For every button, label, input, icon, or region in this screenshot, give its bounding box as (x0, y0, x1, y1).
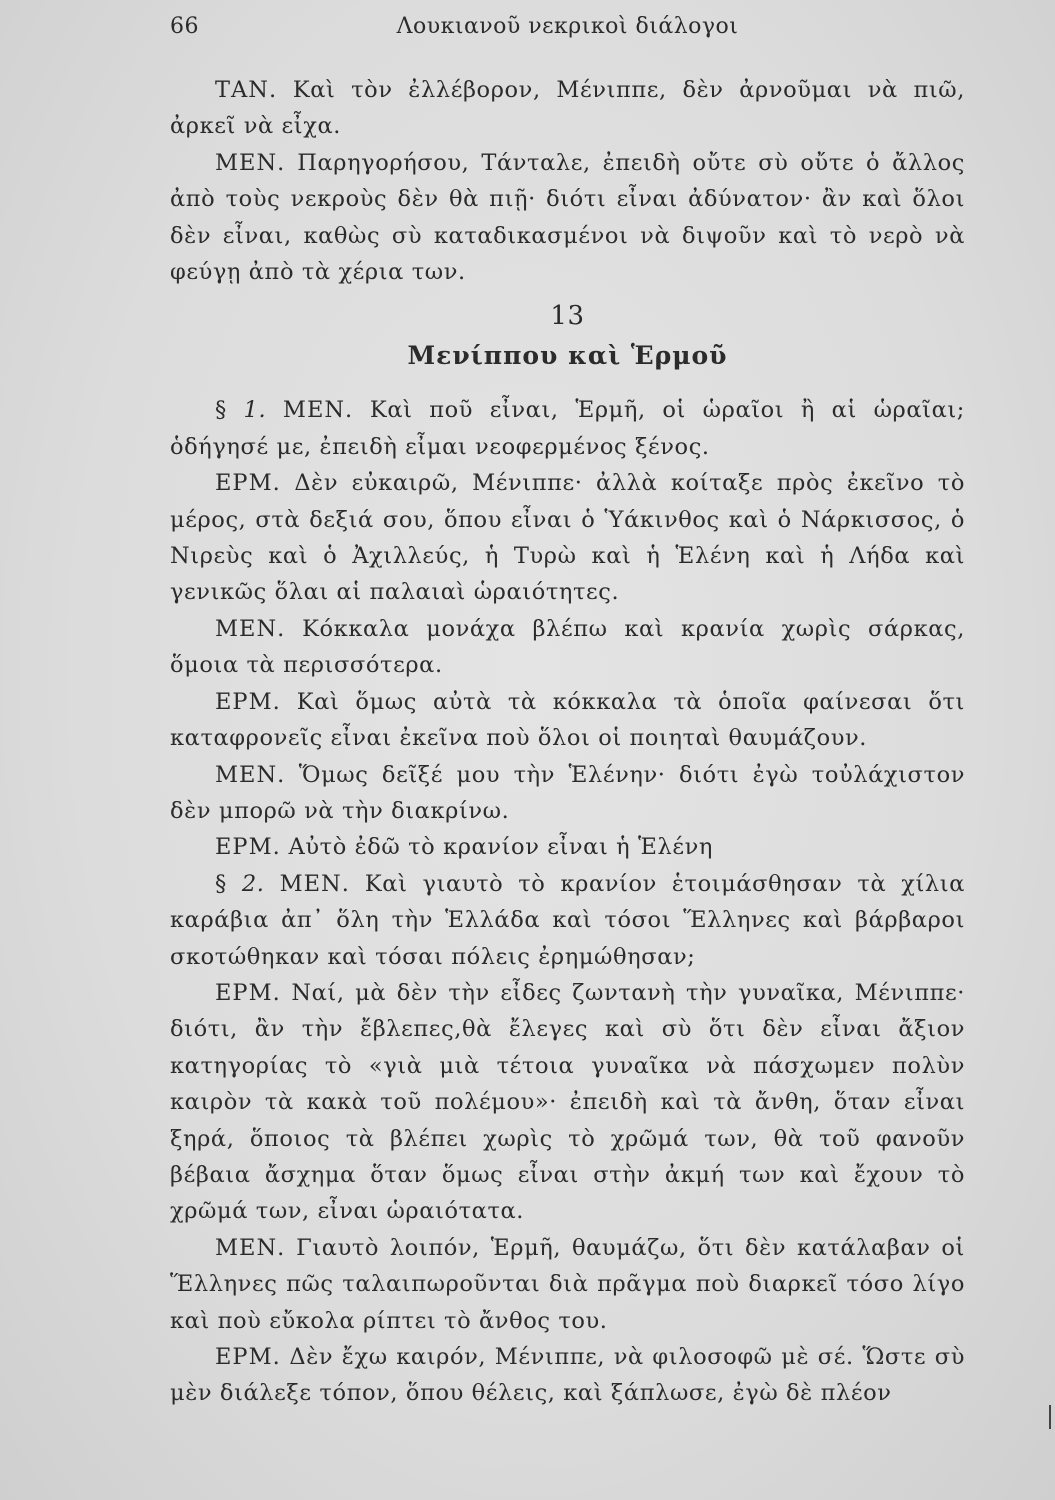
paragraph-opening-2 (170, 145, 965, 291)
speaker-label: ΕΡΜ. (215, 834, 281, 861)
paragraph-text: Ὅμως δεῖξέ μου τὴν Ἑλένην· διότι ἐγὼ τοὐλάχιστον δὲν μπορῶ νὰ τὴν διακρίνω. (170, 761, 965, 824)
speaker-label: ΕΡΜ. (215, 1344, 281, 1370)
paragraph-3 (170, 611, 965, 684)
paragraph-1 (170, 392, 965, 465)
paragraph-opening-1 (170, 72, 965, 145)
running-head (170, 14, 965, 50)
paragraph-8 (170, 975, 965, 1230)
speaker-label: ΜΕΝ. (279, 870, 350, 897)
paragraph-text: Καὶ ὅμως αὐτὰ τὰ κόκκαλα τὰ ὁποῖα φαίνεσαι ὅτι καταφρονεῖς εἶναι ἐκεῖνα ποὺ ὅλοι οἱ ποιηταὶ θαυμάζουν. (170, 688, 965, 752)
paragraph-4 (170, 684, 965, 757)
paragraph-5 (170, 757, 965, 830)
dialogue-number: 13 (550, 301, 585, 332)
speaker-label: ΜΕΝ. (215, 149, 286, 176)
book-title: Λουκιανοῦ νεκρικοὶ διάλογοι (396, 14, 739, 39)
page-number: 66 (170, 14, 199, 39)
section-number: 2. (241, 870, 265, 897)
paragraph-text: Αὐτὸ ἐδῶ τὸ κρανίον εἶναι ἡ Ἑλένη (288, 834, 713, 861)
paragraph-text: Ναί, μὰ δὲν τὴν εἶδες ζωντανὴ τὴν γυναῖκα, Μένιππε· διότι, ἂν τὴν ἔβλεπες,θὰ ἔλεγες καὶ σὺ ὅτι δὲν εἶναι ἄξιον κατηγορίας τὸ «γιὰ μιὰ τέτοια γυναῖκα νὰ πάσχωμεν πολὺν καιρὸν τὰ κακὰ τοῦ πολέμου»· ἐπειδὴ καὶ τὰ ἄνθη, ὅταν εἶναι ξηρά, ὅποιος τὰ βλέπει χωρὶς τὸ χρῶμά των, θὰ τοῦ φανοῦν βέβαια ἄσχημα ὅταν ὅμως εἶναι στὴν ἀκμή των καὶ ἔχουν τὸ χρῶμά των, εἶναι ὡραιότατα. (170, 979, 965, 1225)
paragraph-text: Γιαυτὸ λοιπόν, Ἑρμῆ, θαυμάζω, ὅτι δὲν κατάλαβαν οἱ Ἕλληνες πῶς ταλαιπωροῦνται διὰ πρᾶγμα ποὺ διαρκεῖ τόσο λίγο καὶ ποὺ εὔκολα ρίπτει τὸ ἄνθος του. (170, 1234, 965, 1334)
paragraph-text: Κόκκαλα μονάχα βλέπω καὶ κρανία χωρὶς σάρκας, ὅμοια τὰ περισσότερα. (170, 615, 965, 679)
section-mark: § (215, 397, 227, 424)
paragraph-text: Καὶ τὸν ἐλλέβορον, Μένιππε, δὲν ἀρνοῦμαι νὰ πιῶ, ἀρκεῖ νὰ εἶχα. (170, 77, 965, 140)
speaker-label: ΕΡΜ. (215, 979, 281, 1006)
paragraph-text: Καὶ ποῦ εἶναι, Ἑρμῆ, οἱ ὡραῖοι ἢ αἱ ὡραῖαι; ὁδήγησέ με, ἐπειδὴ εἶμαι νεοφερμένος ξένος. (170, 397, 965, 460)
speaker-label: ΜΕΝ. (215, 1234, 286, 1261)
paragraph-text: Δὲν εὐκαιρῶ, Μένιππε· ἀλλὰ κοίταξε πρὸς ἐκεῖνο τὸ μέρος, στὰ δεξιά σου, ὅπου εἶναι ὁ Ὑάκινθος καὶ ὁ Νάρκισσος, ὁ Νιρεὺς καὶ ὁ Ἀχιλλεύς, ἡ Τυρὼ καὶ ἡ Ἑλένη καὶ ἡ Λήδα καὶ γενικῶς ὅλαι αἱ παλαιαὶ ὡραιότητες. (170, 470, 965, 606)
paragraph-text: Παρηγορήσου, Τάνταλε, ἐπειδὴ οὔτε σὺ οὔτε ὁ ἄλλος ἀπὸ τοὺς νεκροὺς δὲν θὰ πιῇ· διότι εἶναι ἀδύνατον· ἂν καὶ ὅλοι δὲν εἶναι, καθὼς σὺ καταδικασμένοι νὰ διψοῦν καὶ τὸ νερὸ νὰ φεύγῃ ἀπὸ τὰ χέρια των. (170, 149, 965, 286)
paragraph-6 (170, 829, 965, 865)
speaker-label: ΤΑΝ. (215, 77, 278, 103)
speaker-label: ΜΕΝ. (215, 761, 286, 788)
speaker-label: ΕΡΜ. (215, 470, 281, 497)
paragraph-text: Δὲν ἔχω καιρόν, Μένιππε, νὰ φιλοσοφῶ μὲ σέ. Ὥστε σὺ μὲν διάλεξε τόπον, ὅπου θέλεις, καὶ ξάπλωσε, ἐγὼ δὲ πλέον (170, 1344, 965, 1407)
paragraph-10 (170, 1339, 965, 1412)
speaker-label: ΜΕΝ. (282, 397, 354, 424)
speaker-label: ΕΡΜ. (215, 688, 281, 715)
paragraph-7 (170, 866, 965, 975)
paragraph-9 (170, 1230, 965, 1339)
paragraph-text: Καὶ γιαυτὸ τὸ κρανίον ἑτοιμάσθησαν τὰ χίλια καράβια ἀπ᾿ ὅλη τὴν Ἑλλάδα καὶ τόσοι Ἕλληνες καὶ βάρβαροι σκοτώθηκαν καὶ τόσαι πόλεις ἐρημώθησαν; (170, 870, 965, 970)
margin-mark (1049, 1405, 1051, 1429)
paragraph-2 (170, 465, 965, 611)
section-mark: § (215, 870, 227, 897)
speaker-label: ΜΕΝ. (215, 615, 286, 642)
text-block (170, 72, 965, 1412)
dialogue-title: Μενίππου καὶ Ἑρμοῦ (407, 341, 728, 371)
section-number: 1. (243, 397, 267, 424)
